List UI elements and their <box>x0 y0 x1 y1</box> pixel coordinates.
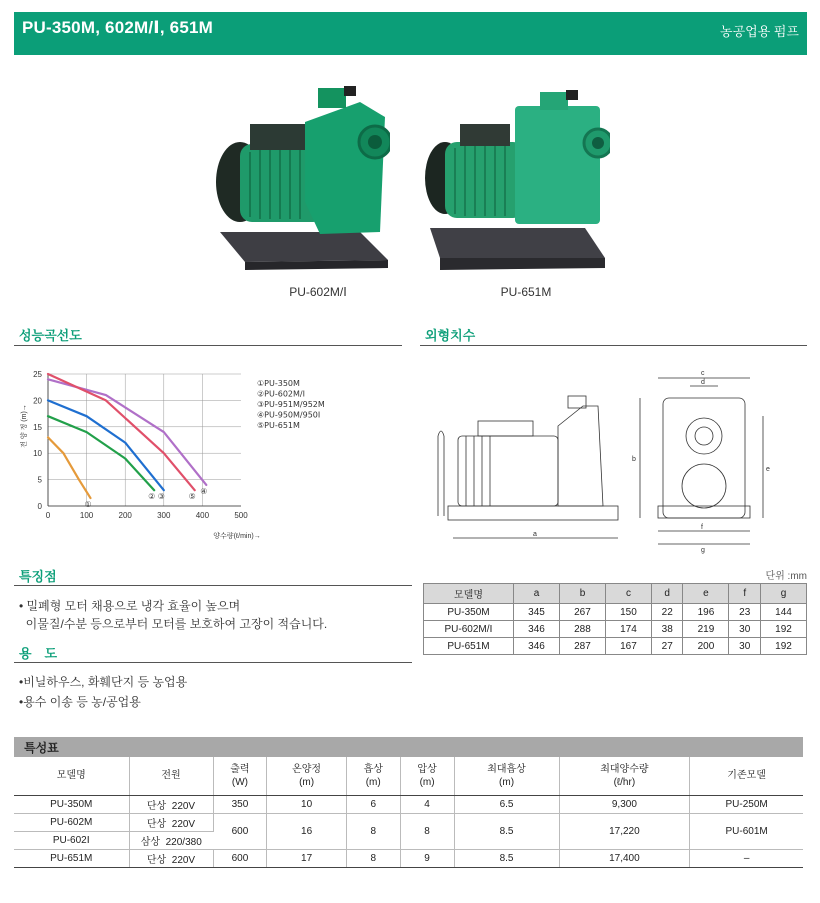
table-cell: 288 <box>559 621 605 638</box>
series-line <box>48 374 195 490</box>
table-cell: 287 <box>559 638 605 655</box>
section-divider <box>14 345 402 346</box>
dim-label-g: g <box>701 547 705 554</box>
y-tick-label: 0 <box>37 502 42 511</box>
section-divider <box>420 345 807 346</box>
legend-entry: ①PU-350M <box>257 379 300 388</box>
table-header: 최대양수량 (ℓ/hr) <box>559 757 690 795</box>
table-cell: 167 <box>605 638 651 655</box>
table-cell: 9 <box>400 849 454 867</box>
table-cell: 8 <box>346 813 400 849</box>
table-cell: 4 <box>400 795 454 813</box>
x-tick-label: 400 <box>195 511 210 520</box>
x-tick-label: 100 <box>79 511 94 520</box>
dimension-table <box>423 583 807 655</box>
legend-entry: ③PU-951M/952M <box>257 400 325 409</box>
section-title-dimensions: 외형치수 <box>425 328 476 343</box>
table-cell: 23 <box>729 604 761 621</box>
table-cell: 346 <box>514 638 560 655</box>
table-row <box>14 813 803 831</box>
table-header: 출력 (W) <box>213 757 267 795</box>
series-end-marker: ④ <box>200 486 208 496</box>
table-header: g <box>760 584 806 604</box>
table-header: 전원 <box>129 757 213 795</box>
series-end-marker: ① <box>84 500 92 510</box>
table-cell: 600 <box>213 849 267 867</box>
x-tick-label: 500 <box>234 511 248 520</box>
table-header: c <box>605 584 651 604</box>
table-cell: 10 <box>267 795 346 813</box>
table-cell: 단상 220V <box>129 813 213 831</box>
y-tick-label: 20 <box>33 396 42 406</box>
table-cell: 8.5 <box>454 813 559 849</box>
category-label: 농공업용 펌프 <box>720 24 799 39</box>
table-cell: 8 <box>346 849 400 867</box>
section-divider <box>14 662 412 663</box>
legend-entry: ②PU-602M/Ⅰ <box>257 389 305 399</box>
series-line <box>48 437 91 498</box>
table-row <box>424 638 807 655</box>
header-banner <box>14 12 807 55</box>
legend-entry: ⑤PU-651M <box>257 421 300 430</box>
table-row <box>14 849 803 867</box>
table-cell: 단상 220V <box>129 795 213 813</box>
table-cell: 6.5 <box>454 795 559 813</box>
table-cell: – <box>690 849 803 867</box>
table-cell: 8 <box>400 813 454 849</box>
x-tick-label: 0 <box>45 511 51 520</box>
spec-title-bar <box>14 737 803 757</box>
table-cell: 8.5 <box>454 849 559 867</box>
table-cell: 30 <box>729 621 761 638</box>
section-title-usage: 용 도 <box>19 646 58 661</box>
section-divider <box>14 585 412 586</box>
table-header: 기존모델 <box>690 757 803 795</box>
feature-line: • 밀폐형 모터 채용으로 냉각 효율이 높으며 <box>19 599 241 613</box>
table-cell: 192 <box>760 621 806 638</box>
section-title-performance: 성능곡선도 <box>19 328 82 343</box>
table-header: 최대흡상 (m) <box>454 757 559 795</box>
table-cell: 345 <box>514 604 560 621</box>
table-cell: 16 <box>267 813 346 849</box>
table-cell: PU-651M <box>14 849 129 867</box>
performance-chart <box>12 364 402 554</box>
series-end-marker: ⑤ <box>188 492 196 502</box>
table-cell: 219 <box>683 621 729 638</box>
table-cell: 17,220 <box>559 813 690 849</box>
table-cell: PU-350M <box>14 795 129 813</box>
y-tick-label: 25 <box>33 370 42 379</box>
spec-table <box>14 757 803 868</box>
table-cell: PU-601M <box>690 813 803 849</box>
table-cell: PU-602M/Ⅰ <box>424 621 514 638</box>
pump-photo-651m <box>420 88 610 274</box>
table-cell: PU-602Ⅰ <box>14 831 129 849</box>
table-cell: 삼상 220/380 <box>129 831 213 849</box>
table-cell: 17,400 <box>559 849 690 867</box>
pump-photo-602m <box>210 82 390 272</box>
product-caption: PU-602M/Ⅰ <box>289 285 347 299</box>
table-cell: 196 <box>683 604 729 621</box>
table-cell: PU-350M <box>424 604 514 621</box>
table-header: 모델명 <box>424 584 514 604</box>
table-cell: 27 <box>651 638 683 655</box>
table-cell: 192 <box>760 638 806 655</box>
y-tick-label: 15 <box>33 422 42 432</box>
table-row <box>14 795 803 813</box>
table-cell: 6 <box>346 795 400 813</box>
feature-line: 이물질/수분 등으로부터 모터를 보호하여 고장이 적습니다. <box>19 617 328 631</box>
dim-label-c: c <box>701 370 705 377</box>
table-cell: PU-651M <box>424 638 514 655</box>
table-cell: PU-602M <box>14 813 129 831</box>
table-cell: 200 <box>683 638 729 655</box>
table-cell: 600 <box>213 813 267 849</box>
dim-label-a: a <box>533 531 537 538</box>
table-header: 모델명 <box>14 757 129 795</box>
x-tick-label: 300 <box>157 511 171 520</box>
dim-label-e: e <box>766 466 770 473</box>
table-header: 흡상 (m) <box>346 757 400 795</box>
dim-label-d: d <box>701 379 705 386</box>
series-end-marker: ② <box>148 492 156 502</box>
usage-line: •비닐하우스, 화훼단지 등 농업용 <box>19 675 188 689</box>
dim-label-b: b <box>632 456 636 463</box>
table-cell: 38 <box>651 621 683 638</box>
table-header: 압상 (m) <box>400 757 454 795</box>
dim-label-f: f <box>701 524 703 531</box>
y-axis-label: 전 양 정 (m)→ <box>21 404 28 448</box>
table-cell: 22 <box>651 604 683 621</box>
table-cell: 267 <box>559 604 605 621</box>
x-axis-label: 양수량(ℓ/min)→ <box>213 533 261 540</box>
table-header: d <box>651 584 683 604</box>
table-header: b <box>559 584 605 604</box>
table-cell: 단상 220V <box>129 849 213 867</box>
unit-label: 단위 :mm <box>765 571 807 582</box>
product-caption: PU-651M <box>500 285 552 299</box>
table-cell: 346 <box>514 621 560 638</box>
table-cell: 144 <box>760 604 806 621</box>
dimension-drawing <box>418 356 808 556</box>
y-tick-label: 10 <box>33 449 42 459</box>
table-row <box>424 604 807 621</box>
table-header: f <box>729 584 761 604</box>
y-tick-label: 5 <box>37 475 42 485</box>
section-title-spec: 특성표 <box>24 741 59 755</box>
x-tick-label: 200 <box>118 511 132 520</box>
table-row <box>424 621 807 638</box>
table-cell: 30 <box>729 638 761 655</box>
table-cell: 174 <box>605 621 651 638</box>
legend-entry: ④PU-950M/950I <box>257 410 321 420</box>
table-cell: 350 <box>213 795 267 813</box>
section-title-features: 특징점 <box>19 569 57 584</box>
table-header-row <box>424 584 807 604</box>
table-header: 온양정 (m) <box>267 757 346 795</box>
usage-line: •용수 이송 등 농/공업용 <box>19 695 141 709</box>
table-header-row <box>14 757 803 795</box>
table-header: e <box>683 584 729 604</box>
table-cell: 9,300 <box>559 795 690 813</box>
table-header: a <box>514 584 560 604</box>
page-title: PU-350M, 602M/Ⅰ, 651M <box>22 18 213 37</box>
table-cell: 17 <box>267 849 346 867</box>
series-end-marker: ③ <box>157 492 165 502</box>
table-cell: PU-250M <box>690 795 803 813</box>
table-cell: 150 <box>605 604 651 621</box>
